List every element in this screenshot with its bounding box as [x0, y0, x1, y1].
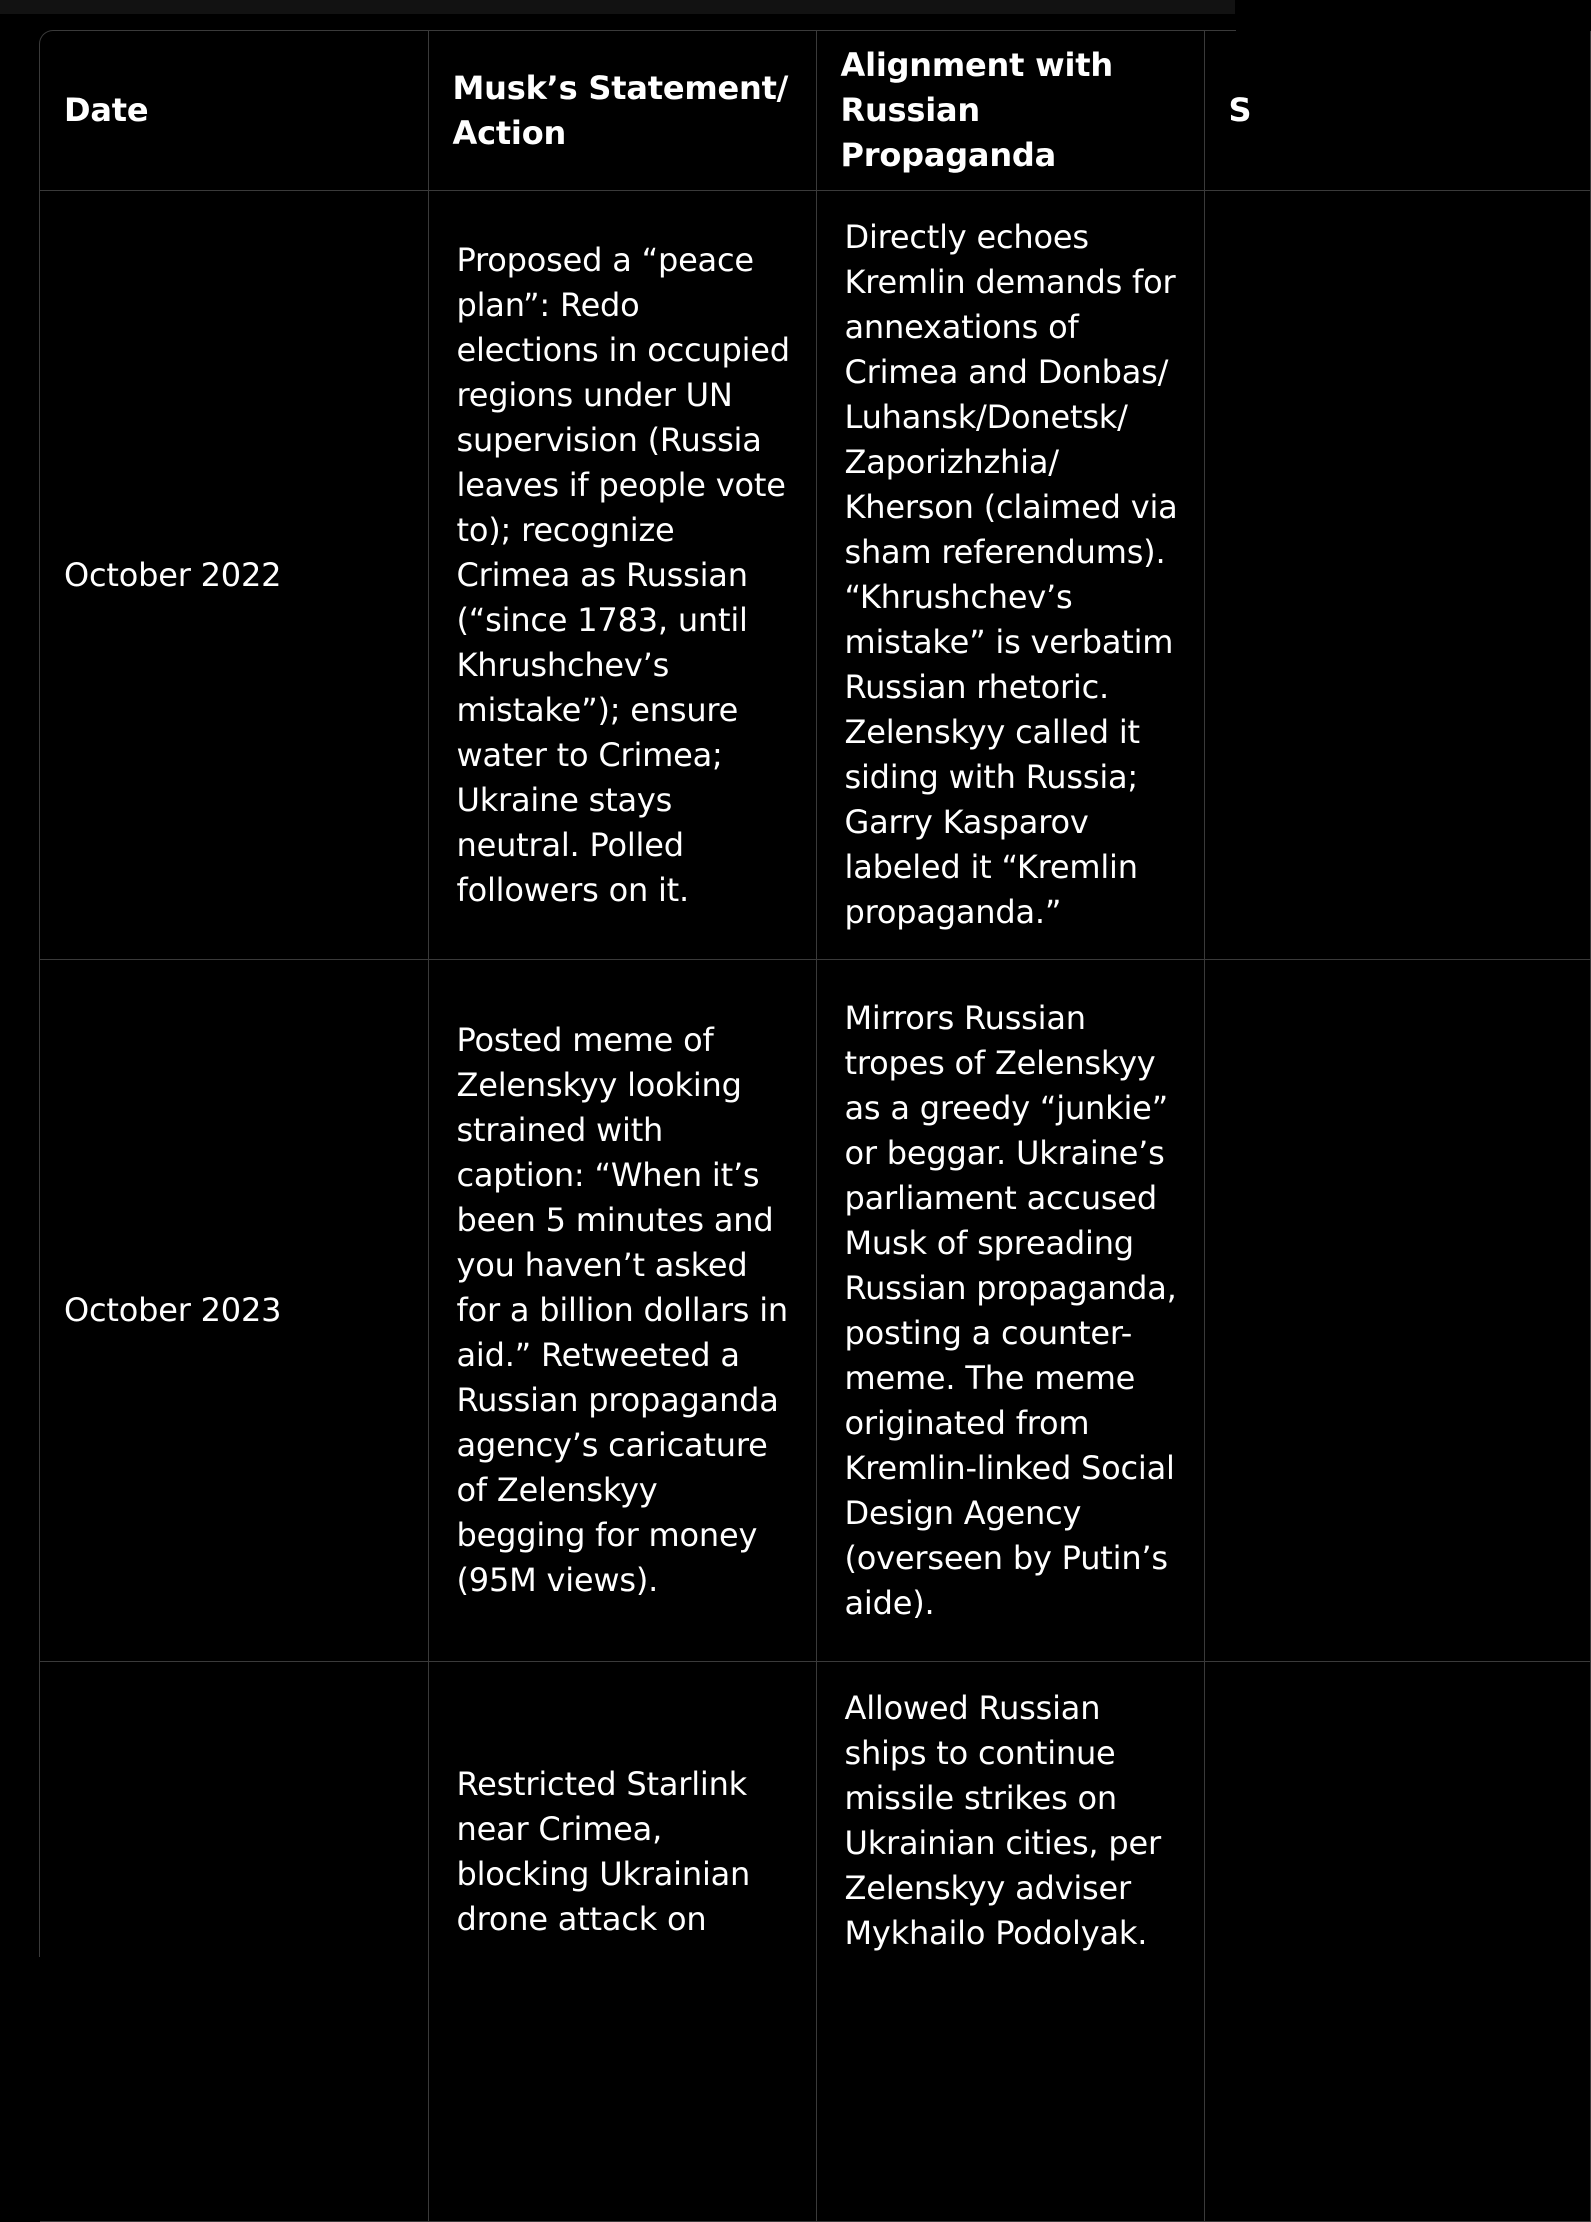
top-bar	[0, 0, 1235, 14]
cell-next-column	[1204, 191, 1590, 960]
cell-next-column	[1204, 960, 1590, 1662]
header-statement: Musk’s Statement/ Action	[428, 31, 816, 191]
cell-date	[40, 1662, 428, 2222]
table-row	[40, 960, 1590, 1662]
cell-alignment: Allowed Russian ships to continue missile strikes on Ukrainian cities, per Zelenskyy adviser Mykhailo Podolyak.	[816, 1662, 1204, 2222]
cell-alignment: Mirrors Russian tropes of Zelenskyy as a greedy “junkie” or beggar. Ukraine’s parliament accused Musk of spreading Russian propaganda, posting a counter-meme. The meme originated from Kremlin-linked Social Design Agency (overseen by Putin’s aide).	[816, 960, 1204, 1662]
cell-statement: Posted meme of Zelenskyy looking strained with caption: “When it’s been 5 minutes and you haven’t asked for a billion dollars in aid.” Retweeted a Russian propaganda agency’s caricature of Zelenskyy begging for money (95M views).	[428, 960, 816, 1662]
cell-statement: Proposed a “peace plan”: Redo elections in occupied regions under UN supervision (Russia leaves if people vote to); recognize Crimea as Russian (“since 1783, until Khrushchev’s mistake”); ensure water to Crimea; Ukraine stays neutral. Polled followers on it.	[428, 191, 816, 960]
cell-date: October 2022	[40, 191, 428, 960]
cell-next-column	[1204, 1662, 1590, 2222]
header-next-column: S	[1204, 31, 1590, 191]
comparison-table	[40, 31, 1591, 2222]
table-container[interactable]	[39, 30, 1252, 1957]
header-date: Date	[40, 31, 428, 191]
cell-date: October 2023	[40, 960, 428, 1662]
cell-alignment: Directly echoes Kremlin demands for annexations of Crimea and Donbas/ Luhansk/Donetsk/ Zaporizhzhia/ Kherson (claimed via sham referendums). “Khrushchev’s mistake” is verbatim Russian rhetoric. Zelenskyy called it siding with Russia; Garry Kasparov labeled it “Kremlin propaganda.”	[816, 191, 1204, 960]
table-row	[40, 1662, 1590, 2222]
table-header-row	[40, 31, 1590, 191]
header-alignment: Alignment with Russian Propaganda	[816, 31, 1204, 191]
cell-statement: Restricted Starlink near Crimea, blocking Ukrainian drone attack on	[428, 1662, 816, 2222]
table-row	[40, 191, 1590, 960]
